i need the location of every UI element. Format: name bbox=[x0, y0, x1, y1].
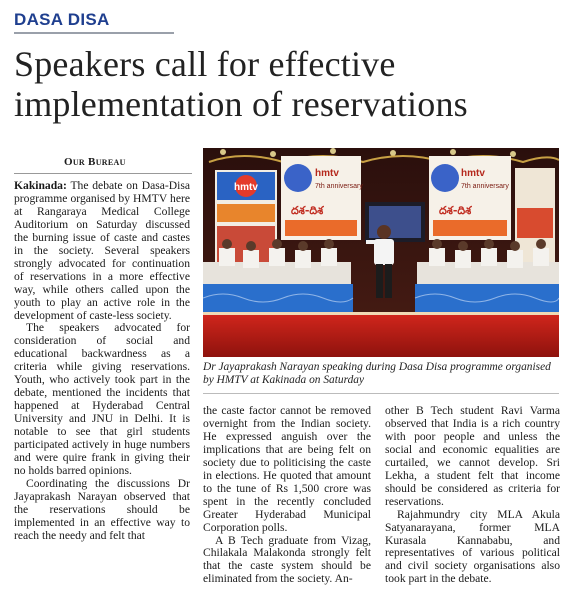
banner-title-centre: దశ-దిశ bbox=[291, 204, 324, 217]
caption-divider bbox=[203, 393, 559, 394]
article-paragraph: the caste factor cannot be removed overnight from the Indian society. He expressed anguish over the implications that are being felt on society due to politicising the caste in elections. He quoted that amount to the tune of Rs 1,500 crore was spent in the recently concluded Greater Hyderabad Municipal Corporation polls. bbox=[203, 404, 371, 534]
article-column-1 bbox=[14, 180, 190, 543]
article-paragraph: The speakers advocated for consideration of social and educational backwardness as a criteria while giving reservations. Youth, who actively took part in the debate, mentioned the incidents that happened at Hyderabad Central University and JNU in Delhi. It is notable to see that girl students participated actively in huge numbers and were quire frank in giving their no holds barred opinions. bbox=[14, 321, 190, 477]
banner-tagline-centre: 7th anniversary bbox=[315, 183, 363, 190]
article-column-2 bbox=[203, 405, 371, 586]
event-photo bbox=[203, 148, 559, 357]
banner-logo-left: hmtv bbox=[234, 182, 258, 193]
banner-title-right: దశ-దిశ bbox=[439, 204, 472, 217]
section-label: DASA DISA bbox=[14, 10, 110, 29]
photo-caption: Dr Jayaprakash Narayan speaking during Dasa Disa programme organised by HMTV at Kakinada on Saturday bbox=[203, 361, 551, 386]
article-paragraph: A B Tech graduate from Vizag, Chilakala Malakonda strongly felt that the caste system should be eliminated from the society. An- bbox=[203, 533, 371, 586]
banner-tagline-right: 7th anniversary bbox=[461, 183, 509, 190]
article-paragraph: Coordinating the discussions Dr Jayaprakash Narayan observed that the reservations should be implemented in an effective way to reach the needy and felt that bbox=[14, 476, 190, 542]
banner-logo-right: hmtv bbox=[461, 168, 485, 179]
article-paragraph-text: The debate on Dasa-Disa programme organised by HMTV here at Rangaraya Medical College Auditorium on Saturday discussed the burning issue of caste and castes in the society. Several speakers strongly advocated for continuation of reservations in a more effective way, while others called upon the youth to play an active role in the development of caste-less society. bbox=[14, 179, 190, 322]
article-paragraph: other B Tech student Ravi Varma observed that India is a rich country with poor people and unless the social and economic equalities are curtailed, we cannot develop. Sri Lekha, a student felt that income should be considered as criteria for reservations. bbox=[385, 404, 560, 508]
article-column-3 bbox=[385, 405, 560, 586]
banner-logo-centre: hmtv bbox=[315, 168, 339, 179]
byline-divider bbox=[14, 173, 192, 174]
article-byline: Our Bureau bbox=[64, 156, 126, 168]
article-dateline: Kakinada: bbox=[14, 179, 67, 192]
article-headline: Speakers call for effective implementation of reservations bbox=[14, 44, 468, 124]
article-paragraph: Rajahmundry city MLA Akula Satyanarayana, former MLA Kurasala Kannababu, and representatives of various political and civil society organisations also took part in the debate. bbox=[385, 507, 560, 586]
section-divider bbox=[14, 32, 174, 34]
article-paragraph bbox=[14, 180, 190, 322]
